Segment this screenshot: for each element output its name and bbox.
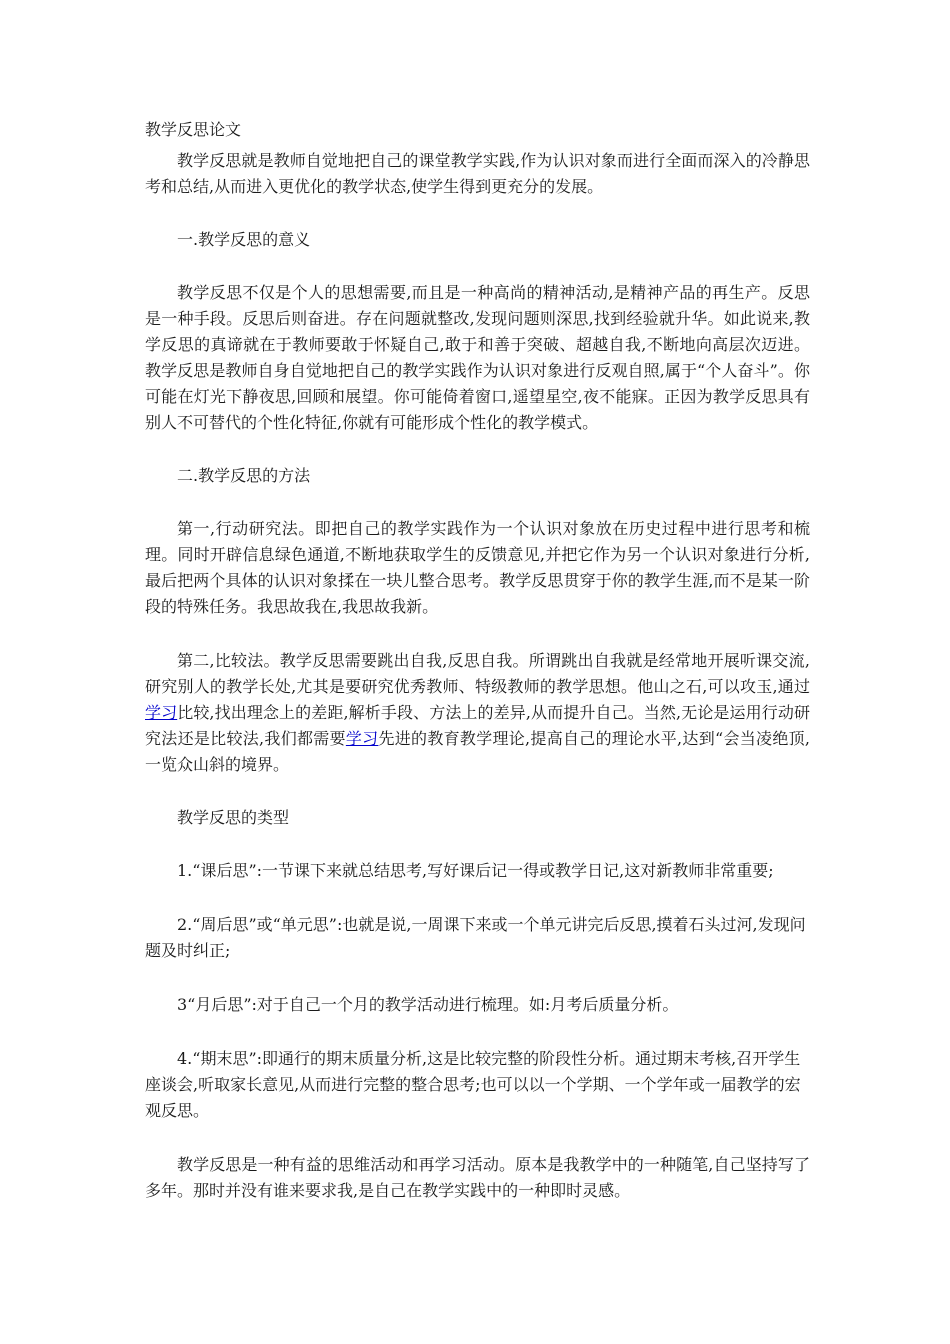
spacer (145, 964, 810, 992)
closing-paragraph: 教学反思是一种有益的思维活动和再学习活动。原本是我教学中的一种随笔,自己坚持写了多年。那时并没有谁来要求我,是自己在教学实践中的一种即时灵感。 (145, 1155, 810, 1200)
type-item-4: 4.“期末思”:即通行的期末质量分析,这是比较完整的阶段性分析。通过期末考核,召开学生座谈会,听取家长意见,从而进行完整的整合思考;也可以以一个学期、一个学年或一届教学的宏观反思。 (145, 1049, 801, 1120)
intro-paragraph: 教学反思就是教师自觉地把自己的课堂教学实践,作为认识对象而进行全面而深入的冷静思考和总结,从而进入更优化的教学状态,使学生得到更充分的发展。 (145, 151, 810, 196)
spacer (145, 200, 810, 228)
section2-heading: 二.教学反思的方法 (177, 466, 311, 485)
document-title: 教学反思论文 (145, 120, 242, 139)
spacer (145, 436, 810, 464)
study-link-2[interactable]: 学习 (345, 729, 379, 748)
spacer (145, 1018, 810, 1046)
section1-heading: 一.教学反思的意义 (177, 230, 311, 249)
method2-text-3: 先进的教育教学理论,提高自己的理论水平,达到“会当凌绝顶,一览众山斜的境界。 (145, 729, 810, 774)
spacer (145, 778, 810, 806)
types-heading: 教学反思的类型 (177, 808, 290, 827)
spacer (145, 252, 810, 280)
document-page (145, 118, 810, 1204)
spacer (145, 1124, 810, 1152)
method1-paragraph: 第一,行动研究法。即把自己的教学实践作为一个认识对象放在历史过程中进行思考和梳理。同时开辟信息绿色通道,不断地获取学生的反馈意见,并把它作为另一个认识对象进行分析,最后把两个具体的认识对象揉在一块儿整合思考。教学反思贯穿于你的教学生涯,而不是某一阶段的特殊任务。我思故我在,我思故我新。 (145, 519, 810, 616)
type-item-1: 1.“课后思”:一节课下来就总结思考,写好课后记一得或教学日记,这对新教师非常重要; (177, 861, 774, 880)
study-link-1[interactable]: 学习 (145, 703, 178, 722)
spacer (145, 620, 810, 648)
type-item-2: 2.“周后思”或“单元思”:也就是说,一周课下来或一个单元讲完后反思,摸着石头过河,发现问题及时纠正; (145, 915, 806, 960)
type-item-3: 3“月后思”:对于自己一个月的教学活动进行梳理。如:月考后质量分析。 (177, 995, 679, 1014)
method2-text-1: 第二,比较法。教学反思需要跳出自我,反思自我。所谓跳出自我就是经常地开展听课交流,研究别人的教学长处,尤其是要研究优秀教师、特级教师的教学思想。他山之石,可以攻玉,通过 (145, 651, 810, 696)
spacer (145, 884, 810, 912)
spacer (145, 488, 810, 516)
section1-paragraph: 教学反思不仅是个人的思想需要,而且是一种高尚的精神活动,是精神产品的再生产。反思是一种手段。反思后则奋进。存在问题就整改,发现问题则深思,找到经验就升华。如此说来,教学反思的真谛就在于教师要敢于怀疑自己,敢于和善于突破、超越自我,不断地向高层次迈进。教学反思是教师自身自觉地把自己的教学实践作为认识对象进行反观自照,属于“个人奋斗”。你可能在灯光下静夜思,回顾和展望。你可能倚着窗口,遥望星空,夜不能寐。正因为教学反思具有别人不可替代的个性化特征,你就有可能形成个性化的教学模式。 (145, 283, 810, 432)
spacer (145, 830, 810, 858)
method2-text-2: 比较,找出理念上的差距,解析手段、方法上的差异,从而提升自己。当然,无论是运用行动研究法还是比较法,我们都需要 (145, 703, 810, 748)
method2-paragraph (145, 648, 810, 778)
